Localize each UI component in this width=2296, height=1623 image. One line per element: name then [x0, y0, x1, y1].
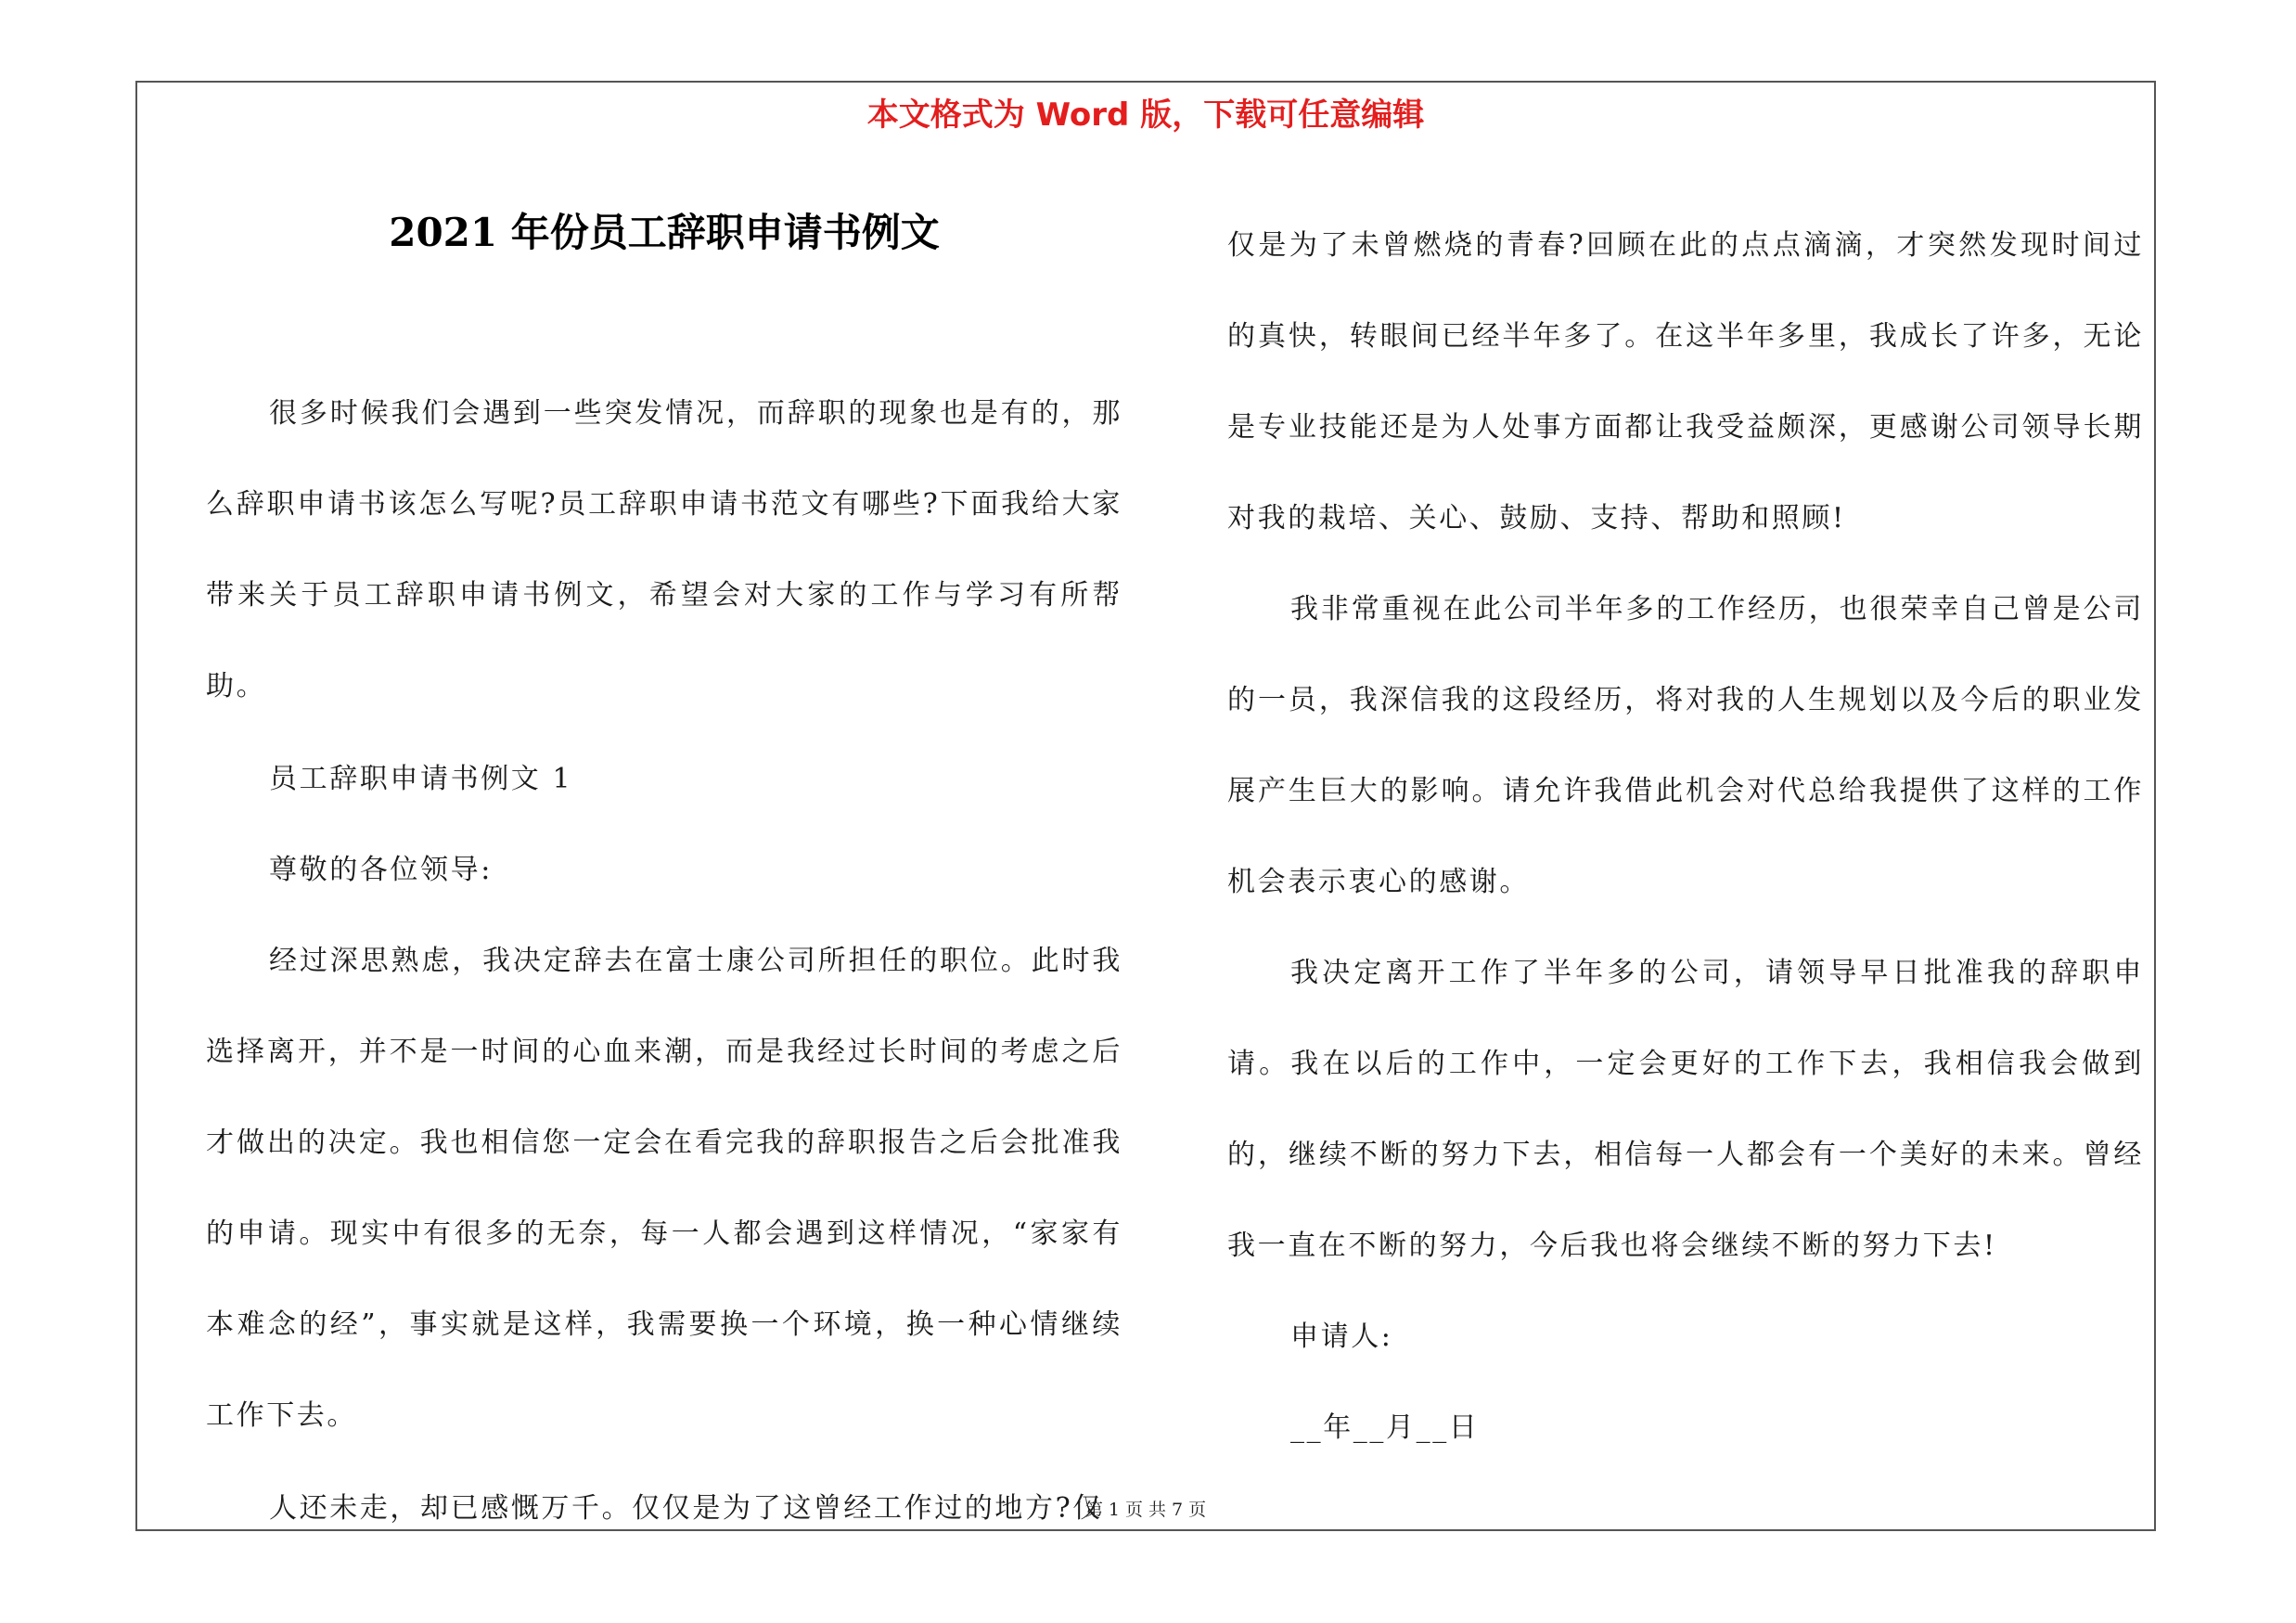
word-format-banner: 本文格式为 Word 版，下载可任意编辑: [866, 97, 1425, 134]
signature-label: 申请人:: [1290, 1320, 1393, 1353]
body-paragraph: 仅是为了未曾燃烧的青春?回顾在此的点点滴滴，才突然发现时间过的真快，转眼间已经半年多了。在这半年多里，我成长了许多，无论是专业技能还是为人处事方面都让我受益颇深，更感谢公司领导长期对我的栽培、关心、鼓励、支持、帮助和照顾!: [1227, 229, 2144, 535]
body-paragraph: 经过深思熟虑，我决定辞去在富士康公司所担任的职位。此时我选择离开，并不是一时间的心血来潮，而是我经过长时间的考虑之后才做出的决定。我也相信您一定会在看完我的辞职报告之后会批准我的申请。现实中有很多的无奈，每一人都会遇到这样情况，“家家有本难念的经”，事实就是这样，我需要换一个环境，换一种心情继续工作下去。: [206, 945, 1122, 1432]
date-line: __年__月__日: [1290, 1411, 1480, 1444]
section-heading: 员工辞职申请书例文 1: [269, 763, 573, 795]
page-frame: [135, 81, 2156, 1531]
page-number: 第 1 页 共 7 页: [1084, 1500, 1207, 1520]
intro-paragraph: 很多时候我们会遇到一些突发情况，而辞职的现象也是有的，那么辞职申请书该怎么写呢?员工辞职申请书范文有哪些?下面我给大家带来关于员工辞职申请书例文，希望会对大家的工作与学习有所帮助。: [206, 397, 1122, 702]
document-title: 2021 年份员工辞职申请书例文: [389, 210, 940, 255]
body-paragraph: 我决定离开工作了半年多的公司，请领导早日批准我的辞职申请。我在以后的工作中，一定会更好的工作下去，我相信我会做到的，继续不断的努力下去，相信每一人都会有一个美好的未来。曾经我一直在不断的努力，今后我也将会继续不断的努力下去!: [1227, 957, 2144, 1262]
body-paragraph: 我非常重视在此公司半年多的工作经历，也很荣幸自己曾是公司的一员，我深信我的这段经历，将对我的人生规划以及今后的职业发展产生巨大的影响。请允许我借此机会对代总给我提供了这样的工作机会表示衷心的感谢。: [1227, 593, 2144, 898]
body-paragraph: 人还未走，却已感慨万千。仅仅是为了这曾经工作过的地方?仅: [269, 1492, 1103, 1525]
salutation: 尊敬的各位领导:: [269, 854, 493, 886]
